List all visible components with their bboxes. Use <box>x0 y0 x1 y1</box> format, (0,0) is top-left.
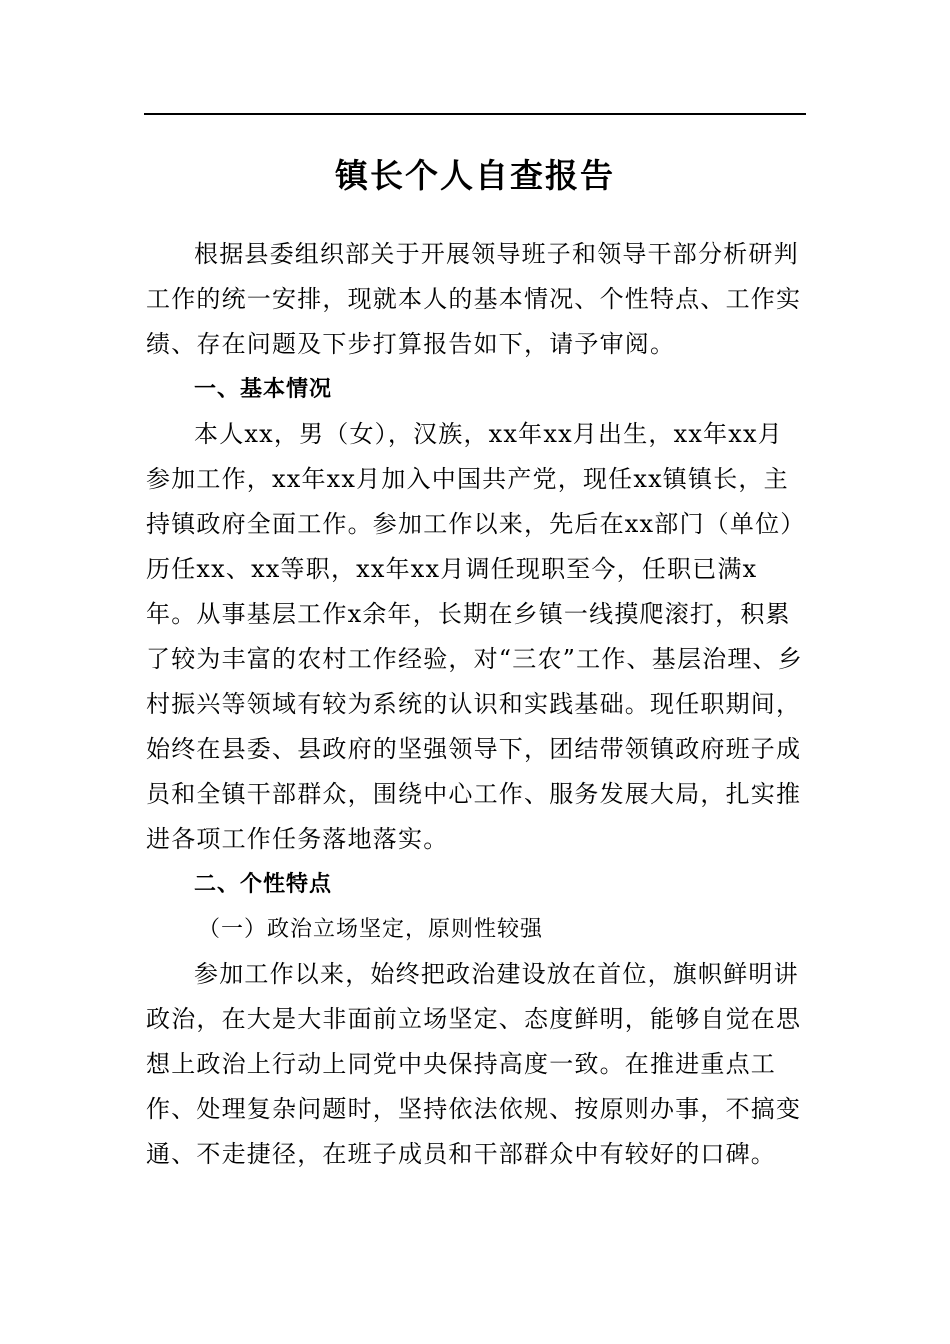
political-stance-paragraph: 参加工作以来，始终把政治建设放在首位，旗帜鲜明讲政治，在大是大非面前立场坚定、态度鲜明，能够自觉在思想上政治上行动上同党中央保持高度一致。在推进重点工作、处理复杂问题时，坚持依法依规、按原则办事，不搞变通、不走捷径，在班子成员和干部群众中有较好的口碑。 <box>146 960 802 1168</box>
basic-info-paragraph: 本人xx，男（女），汉族，xx年xx月出生，xx年xx月参加工作，xx年xx月加入中国共产党，现任xx镇镇长，主持镇政府全面工作。参加工作以来，先后在xx部门（单位）历任xx、xx等职，xx年xx月调任现职至今，任职已满x年。从事基层工作x余年，长期在乡镇一线摸爬滚打，积累了较为丰富的农村工作经验，对“三农”工作、基层治理、乡村振兴等领域有较为系统的认识和实践基础。现任职期间，始终在县委、县政府的坚强领导下，团结带领镇政府班子成员和全镇干部群众，围绕中心工作、服务发展大局，扎实推进各项工作任务落地落实。 <box>146 420 806 853</box>
document-title: 镇长个人自查报告 <box>335 156 615 195</box>
header-rule <box>144 113 806 115</box>
document-body <box>146 232 806 1177</box>
subheading-political-stance: （一）政治立场坚定，原则性较强 <box>198 917 544 942</box>
section-heading-basic-info: 一、基本情况 <box>194 377 333 402</box>
intro-paragraph: 根据县委组织部关于开展领导班子和领导干部分析研判工作的统一安排，现就本人的基本情况、个性特点、工作实绩、存在问题及下步打算报告如下，请予审阅。 <box>146 240 802 358</box>
section-heading-personality: 二、个性特点 <box>194 872 333 897</box>
